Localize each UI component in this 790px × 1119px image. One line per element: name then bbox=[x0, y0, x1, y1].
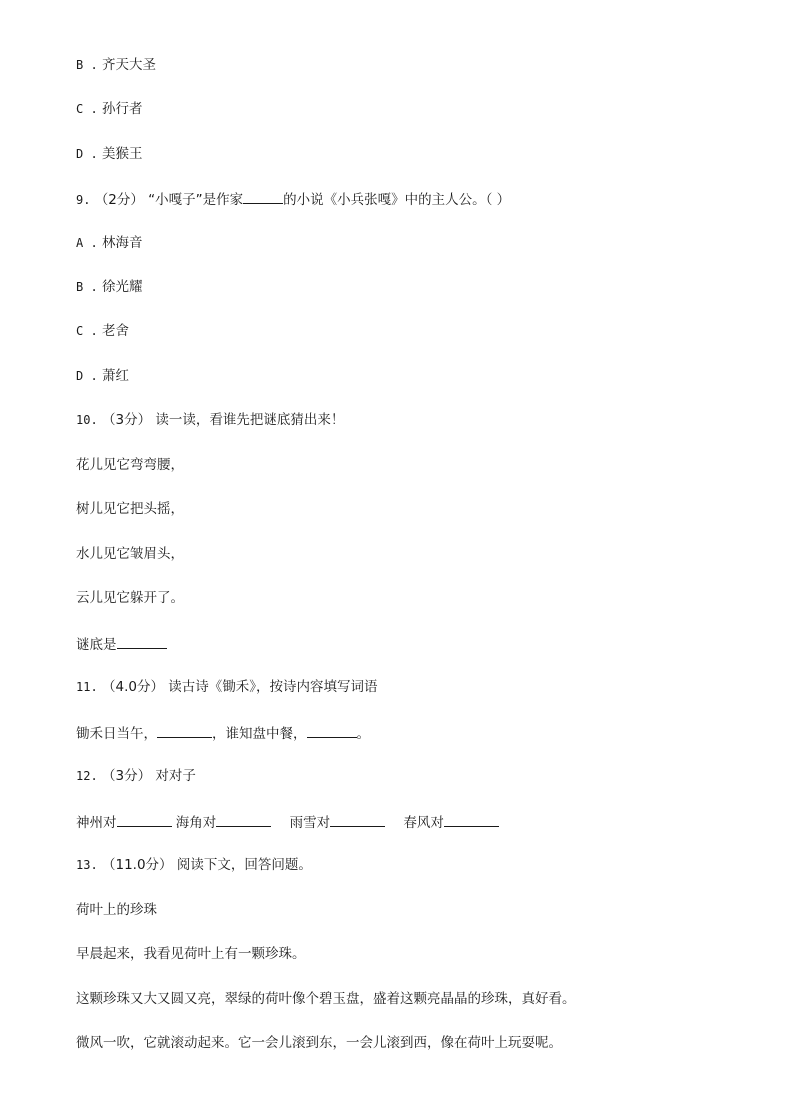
answer-blank[interactable] bbox=[117, 812, 172, 827]
q10-stem bbox=[76, 411, 344, 429]
question-text: 对对子 bbox=[155, 768, 196, 784]
riddle-line: 树儿见它把头摇， bbox=[76, 501, 184, 517]
question-score: （2分） bbox=[94, 192, 144, 208]
q11-stem bbox=[76, 678, 378, 696]
answer-blank[interactable] bbox=[243, 189, 283, 204]
q9-option-d[interactable] bbox=[76, 367, 129, 385]
poem-text: 锄禾日当午， bbox=[76, 726, 157, 742]
option-letter: B . bbox=[76, 280, 98, 294]
riddle-line: 云儿见它躲开了。 bbox=[76, 590, 184, 606]
option-text: 林海音 bbox=[101, 235, 143, 251]
question-score: （4.0分） bbox=[101, 679, 164, 695]
answer-blank[interactable] bbox=[307, 723, 357, 738]
q8-option-c bbox=[76, 100, 142, 118]
riddle-line: 水儿见它皱眉头， bbox=[76, 546, 184, 562]
passage-paragraph: 微风一吹，它就滚动起来。它一会儿滚到东，一会儿滚到西，像在荷叶上玩耍呢。 bbox=[76, 1035, 562, 1051]
option-text: 萧红 bbox=[101, 368, 129, 384]
answer-label: 谜底是 bbox=[76, 637, 117, 653]
q13-stem bbox=[76, 856, 312, 874]
answer-blank[interactable] bbox=[330, 812, 385, 827]
option-letter: C . bbox=[76, 324, 98, 338]
option-letter: A . bbox=[76, 236, 98, 250]
answer-blank[interactable] bbox=[157, 723, 212, 738]
question-text-before: “小嘎子”是作家 bbox=[148, 192, 244, 208]
q8-option-d bbox=[76, 145, 142, 163]
riddle-line: 花儿见它弯弯腰， bbox=[76, 457, 184, 473]
option-letter: D . bbox=[76, 369, 98, 383]
passage-paragraph: 这颗珍珠又大又圆又亮，翠绿的荷叶像个碧玉盘，盛着这颗亮晶晶的珍珠，真好看。 bbox=[76, 991, 576, 1007]
question-number: 10. bbox=[76, 413, 98, 427]
answer-blank[interactable] bbox=[117, 634, 167, 649]
question-text: 读一读，看谁先把谜底猜出来！ bbox=[155, 412, 345, 428]
q9-option-a[interactable] bbox=[76, 234, 142, 252]
poem-text: ，谁知盘中餐， bbox=[212, 726, 307, 742]
riddle-answer bbox=[76, 634, 167, 654]
couplet-prompt: 雨雪对 bbox=[289, 815, 331, 831]
q9-option-c[interactable] bbox=[76, 322, 129, 340]
question-text: 阅读下文，回答问题。 bbox=[176, 857, 312, 873]
q12-stem bbox=[76, 767, 196, 785]
option-text: 徐光耀 bbox=[101, 279, 143, 295]
question-number: 11. bbox=[76, 680, 98, 694]
answer-blank[interactable] bbox=[444, 812, 499, 827]
couplet-prompt: 春风对 bbox=[403, 815, 444, 831]
question-number: 9. bbox=[76, 193, 91, 207]
option-letter: B . bbox=[76, 58, 98, 72]
couplet-prompt: 海角对 bbox=[175, 815, 217, 831]
q9-stem bbox=[76, 189, 510, 209]
option-text: 齐天大圣 bbox=[101, 57, 156, 73]
question-number: 13. bbox=[76, 858, 98, 872]
option-text: 美猴王 bbox=[101, 146, 143, 162]
passage-title: 荷叶上的珍珠 bbox=[76, 902, 157, 918]
option-text: 孙行者 bbox=[101, 101, 143, 117]
question-score: （3分） bbox=[101, 412, 152, 428]
couplet-prompt: 神州对 bbox=[76, 815, 117, 831]
question-score: （11.0分） bbox=[101, 857, 173, 873]
question-text-after: 的小说《小兵张嘎》中的主人公。（ ） bbox=[283, 192, 511, 208]
question-number: 12. bbox=[76, 769, 98, 783]
option-letter: C . bbox=[76, 102, 98, 116]
passage-paragraph: 早晨起来，我看见荷叶上有一颗珍珠。 bbox=[76, 946, 306, 962]
q8-option-b bbox=[76, 56, 156, 74]
question-score: （3分） bbox=[101, 768, 152, 784]
q9-option-b[interactable] bbox=[76, 278, 142, 296]
option-text: 老舍 bbox=[101, 323, 129, 339]
poem-fill-line bbox=[76, 723, 370, 743]
question-text: 读古诗《锄禾》，按诗内容填写词语 bbox=[168, 679, 378, 695]
answer-blank[interactable] bbox=[216, 812, 271, 827]
option-letter: D . bbox=[76, 147, 98, 161]
poem-text: 。 bbox=[356, 726, 370, 742]
couplet-line bbox=[76, 812, 499, 832]
